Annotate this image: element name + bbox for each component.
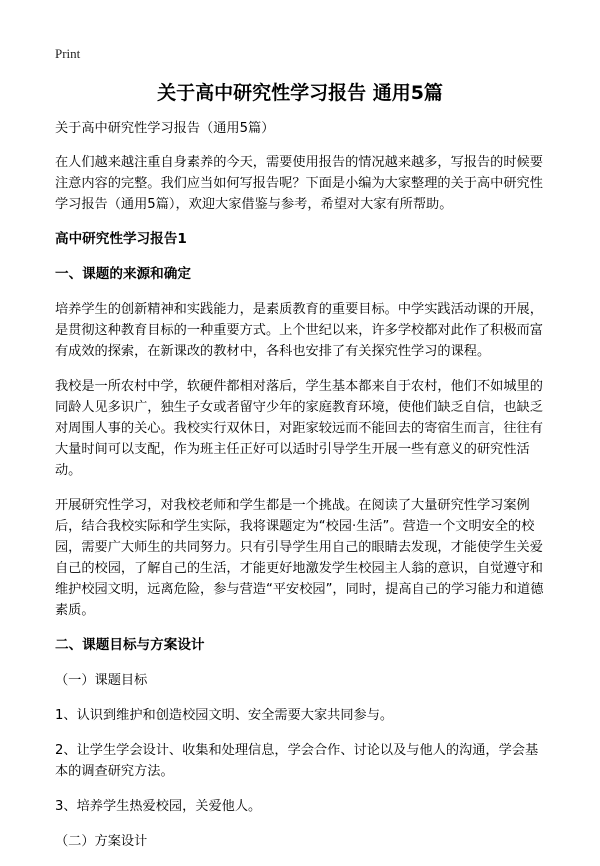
section2-heading: 二、课题目标与方案设计 [55, 637, 205, 653]
subsection2-heading: （二）方案设计 [55, 834, 148, 849]
intro-paragraph: 在人们越来越注重自身素养的今天，需要使用报告的情况越来越多，写报告的时候要注意内容的完整。我们应当如何写报告呢？下面是小编为大家整理的关于高中研究性学习报告（通用5篇），欢迎大家借鉴与参考，希望对大家有所帮助。 [55, 155, 543, 212]
article-body [55, 118, 547, 866]
section1-paragraph-1: 培养学生的创新精神和实践能力，是素质教育的重要目标。中学实践活动课的开展，是贯彻这种教育目标的一种重要方式。上个世纪以来，许多学校都对此作了积极而富有成效的探索，在新课改的教材中，各科也安排了有关探究性学习的课程。 [55, 302, 543, 359]
goal-item-2: 2、让学生学会设计、收集和处理信息，学会合作、讨论以及与他人的沟通，学会基本的调查研究方法。 [55, 743, 539, 779]
article-subtitle: 关于高中研究性学习报告（通用5篇） [55, 121, 275, 136]
section1-paragraph-3: 开展研究性学习，对我校老师和学生都是一个挑战。在阅读了大量研究性学习案例后，结合我校实际和学生实际，我将课题定为“校园·生活”。营造一个文明安全的校园，需要广大师生的共同努力。只有引导学生用自己的眼睛去发现，才能使学生关爱自己的校园，了解自己的生活，才能更好地激发学生校园主人翁的意识，自觉遵守和维护校园文明，远离危险，参与营造“平安校园”，同时，提高自己的学习能力和道德素质。 [55, 498, 544, 618]
print-link[interactable]: Print [55, 46, 81, 61]
page-title: 关于高中研究性学习报告 通用5篇 [157, 82, 443, 104]
section1-paragraph-2: 我校是一所农村中学，软硬件都相对落后，学生基本都来自于农村，他们不如城里的同龄人见多识广，独生子女或者留守少年的家庭教育环境，使他们缺乏自信，也缺乏对周围人事的关心。我校实行双休日，对距家较远而不能回去的寄宿生而言，往往有大量时间可以支配，作为班主任正好可以适时引导学生开展一些有意义的研究性活动。 [55, 379, 543, 478]
goal-item-3: 3、培养学生热爱校园，关爱他人。 [55, 799, 262, 814]
section1-heading: 一、课题的来源和确定 [55, 266, 191, 282]
subsection1-heading: （一）课题目标 [55, 673, 148, 688]
report-heading: 高中研究性学习报告1 [55, 231, 187, 247]
goal-item-1: 1、认识到维护和创造校园文明、安全需要大家共同参与。 [55, 708, 394, 723]
